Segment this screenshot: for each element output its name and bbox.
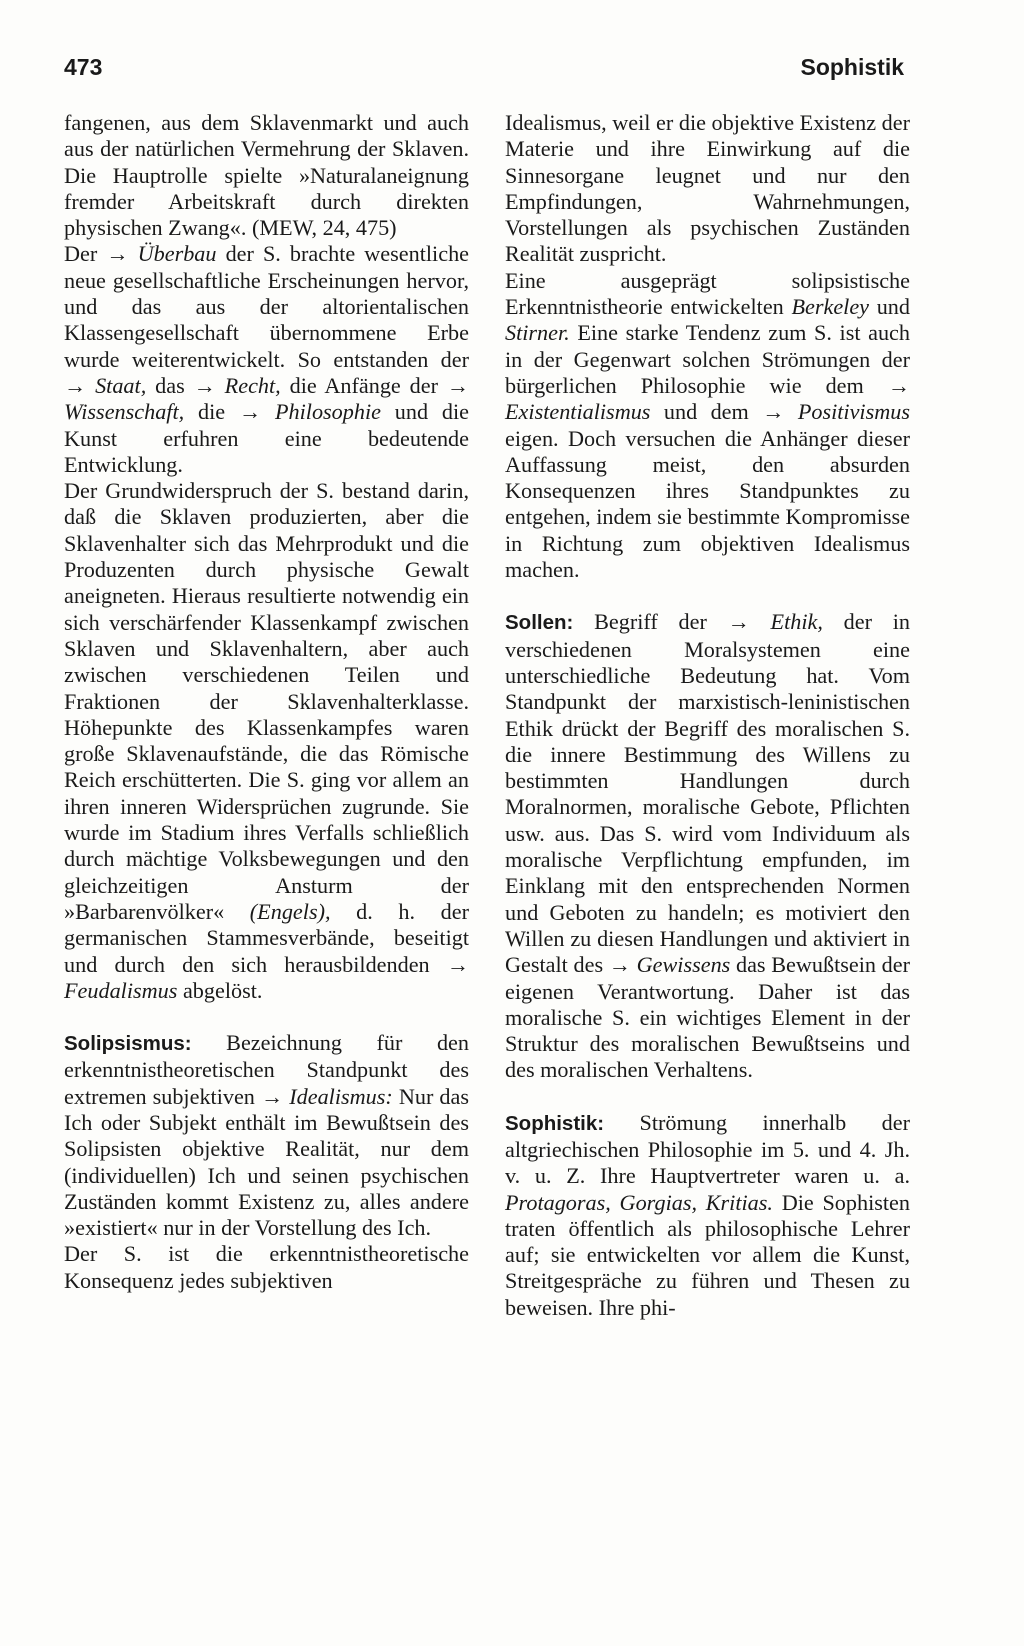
arrow-icon: → xyxy=(727,609,750,635)
cross-reference[interactable]: Existentialismus xyxy=(505,399,651,425)
text: Strömung innerhalb der altgriechischen Philosophie im 5. und 4. Jh. v. u. Z. Ihre Hauptvertreter waren u. a. xyxy=(505,1109,910,1189)
text: Nur das Ich oder Subjekt enthält im Bewußtsein des Solipsisten objektive Realität, nur dem (individuellen) Ich und seinen psychischen Zuständen kommt Existenz zu, alles andere »existiert« nur in der Vorstellung des Ich. xyxy=(64,1083,470,1241)
cross-reference[interactable]: Recht, xyxy=(224,372,281,398)
arrow-icon: → xyxy=(887,372,910,398)
cross-reference[interactable]: Überbau xyxy=(137,241,217,267)
arrow-icon: → xyxy=(193,372,216,398)
entry-sollen xyxy=(505,609,910,1083)
text: die Anfänge der xyxy=(280,372,447,398)
text: und dem xyxy=(650,399,763,425)
paragraph xyxy=(505,268,910,584)
cross-reference: (Engels), xyxy=(249,898,331,924)
entry-sophistik xyxy=(505,1110,910,1321)
paragraph: Der S. ist die erkenntnistheoretische Konsequenz jedes subjektiven xyxy=(64,1241,469,1293)
text: die xyxy=(184,399,239,425)
cross-reference[interactable]: Idealismus: xyxy=(289,1083,393,1109)
arrow-icon: → xyxy=(64,372,87,398)
text: Der xyxy=(64,241,107,267)
arrow-icon: → xyxy=(446,372,470,398)
text: der S. brachte wesentliche neue gesellschaftliche Erscheinungen hervor, und das aus der altorientalischen Klassengesellschaft übernommene Erbe wurde weiterentwickelt. So entstanden der xyxy=(64,241,470,372)
cross-reference[interactable]: Staat, xyxy=(95,372,147,398)
cross-reference[interactable]: Feudalismus xyxy=(64,977,178,1003)
headword: Solipsismus: xyxy=(64,1032,192,1056)
page-number: 473 xyxy=(64,54,103,80)
paragraph xyxy=(64,241,469,478)
text: der in verschiedenen Moralsystemen eine unterschiedliche Bedeutung hat. Vom Standpunkt der marxistisch-leninistischen Ethik drückt der Begriff des moralischen S. die innere Bestimmung des Willens zu bestimmten Handlungen durch Moralnormen, moralische Gebote, Pflichten usw. aus. Das S. wird vom Individuum als moralische Verpflichtung empfunden, im Einklang mit den entsprechenden Normen und Geboten zu handeln; es motiviert den Willen zu diesen Handlungen und aktiviert in Gestalt des xyxy=(505,609,910,978)
arrow-icon: → xyxy=(762,399,785,425)
page-header xyxy=(64,54,904,88)
text: Bezeichnung für den erkenntnistheoretischen Standpunkt des extremen subjektiven xyxy=(64,1030,469,1109)
paragraph xyxy=(64,478,469,1004)
text: das xyxy=(146,372,194,398)
paragraph: Idealismus, weil er die objektive Existenz der Materie und ihre Einwirkung auf die Sinnesorgane leugnet und nur den Empfindungen, Wahrnehmungen, Vorstellungen als psychischen Zuständen Realität zuspricht. xyxy=(505,110,910,267)
entry-solipsismus xyxy=(64,1030,469,1241)
text: eigen. Doch versuchen die Anhänger dieser Auffassung meist, den absurden Konsequenzen ihres Standpunktes zu entgehen, indem sie bestimmte Kompromisse in Richtung zum objektiven Idealismus machen. xyxy=(505,425,910,583)
headword: Sollen: xyxy=(505,611,574,635)
text: Die Sophisten traten öffentlich als philosophische Lehrer auf; sie entwickelten vor allem die Kunst, Streitgespräche zu führen und Thesen zu beweisen. Ihre phi- xyxy=(505,1189,910,1320)
cross-reference[interactable]: Positivismus xyxy=(797,399,910,425)
cross-reference: Berkeley xyxy=(791,294,870,320)
cross-reference[interactable]: Wissenschaft, xyxy=(64,399,185,425)
text: Der Grundwiderspruch der S. bestand darin, daß die Sklaven produzierten, aber die Sklavenhalter sich das Mehrprodukt und die Produzenten durch physische Gewalt aneigneten. Hieraus resultierte notwendig ein sich verschärfender Klassenkampf zwischen Sklaven und Sklavenhaltern, aber auch zwischen verschiedenen Teilen und Fraktionen der Sklavenhalterklasse. Höhepunkte des Klassenkampfes waren große Sklavenaufstände, die das Römische Reich erschütterten. Die S. ging vor allem an ihren inneren Widersprüchen zugrunde. Sie wurde im Stadium ihres Verfalls schließlich durch mächtige Volksbewegungen und den gleichzeitigen Ansturm der »Barbarenvölker« xyxy=(64,478,469,924)
right-column xyxy=(505,110,910,1321)
headword: Sophistik: xyxy=(505,1111,605,1135)
running-head: Sophistik xyxy=(800,54,904,80)
cross-reference: Protagoras, Gorgias, Kritias. xyxy=(505,1189,773,1215)
text: Begriff der xyxy=(573,609,728,635)
cross-reference[interactable]: Ethik, xyxy=(770,609,823,635)
text: das Bewußtsein der eigenen Verantwortung. Daher ist das moralische S. ein wichtiges Element in der Struktur des moralischen Bewußtseins und des moralischen Verhaltens. xyxy=(505,952,910,1083)
arrow-icon: → xyxy=(106,241,129,267)
text: Eine starke Tendenz zum S. ist auch in der Gegenwart solchen Strömungen der bürgerlichen Philosophie wie dem xyxy=(505,320,910,398)
text: Eine ausgeprägt solipsistische Erkenntnistheorie entwickelten xyxy=(505,267,910,320)
paragraph: fangenen, aus dem Sklavenmarkt und auch aus der natürlichen Vermehrung der Sklaven. Die Hauptrolle spielte »Naturalaneignung fremder Arbeitskraft durch direkten physischen Zwang«. (MEW, 24, 475) xyxy=(64,110,469,241)
text: abgelöst. xyxy=(177,977,263,1003)
left-column xyxy=(64,110,469,1294)
arrow-icon: → xyxy=(238,399,262,425)
arrow-icon: → xyxy=(608,952,631,978)
cross-reference[interactable]: Philosophie xyxy=(274,399,381,425)
text: d. h. der germanischen Stammesverbände, beseitigt und durch den sich herausbildenden xyxy=(64,898,469,977)
text: und xyxy=(869,294,910,320)
arrow-icon: → xyxy=(260,1083,284,1109)
cross-reference[interactable]: Gewissens xyxy=(636,952,731,978)
cross-reference: Stirner. xyxy=(505,320,570,346)
arrow-icon: → xyxy=(446,951,469,977)
text: und die Kunst erfuhren eine bedeutende Entwicklung. xyxy=(64,399,470,477)
